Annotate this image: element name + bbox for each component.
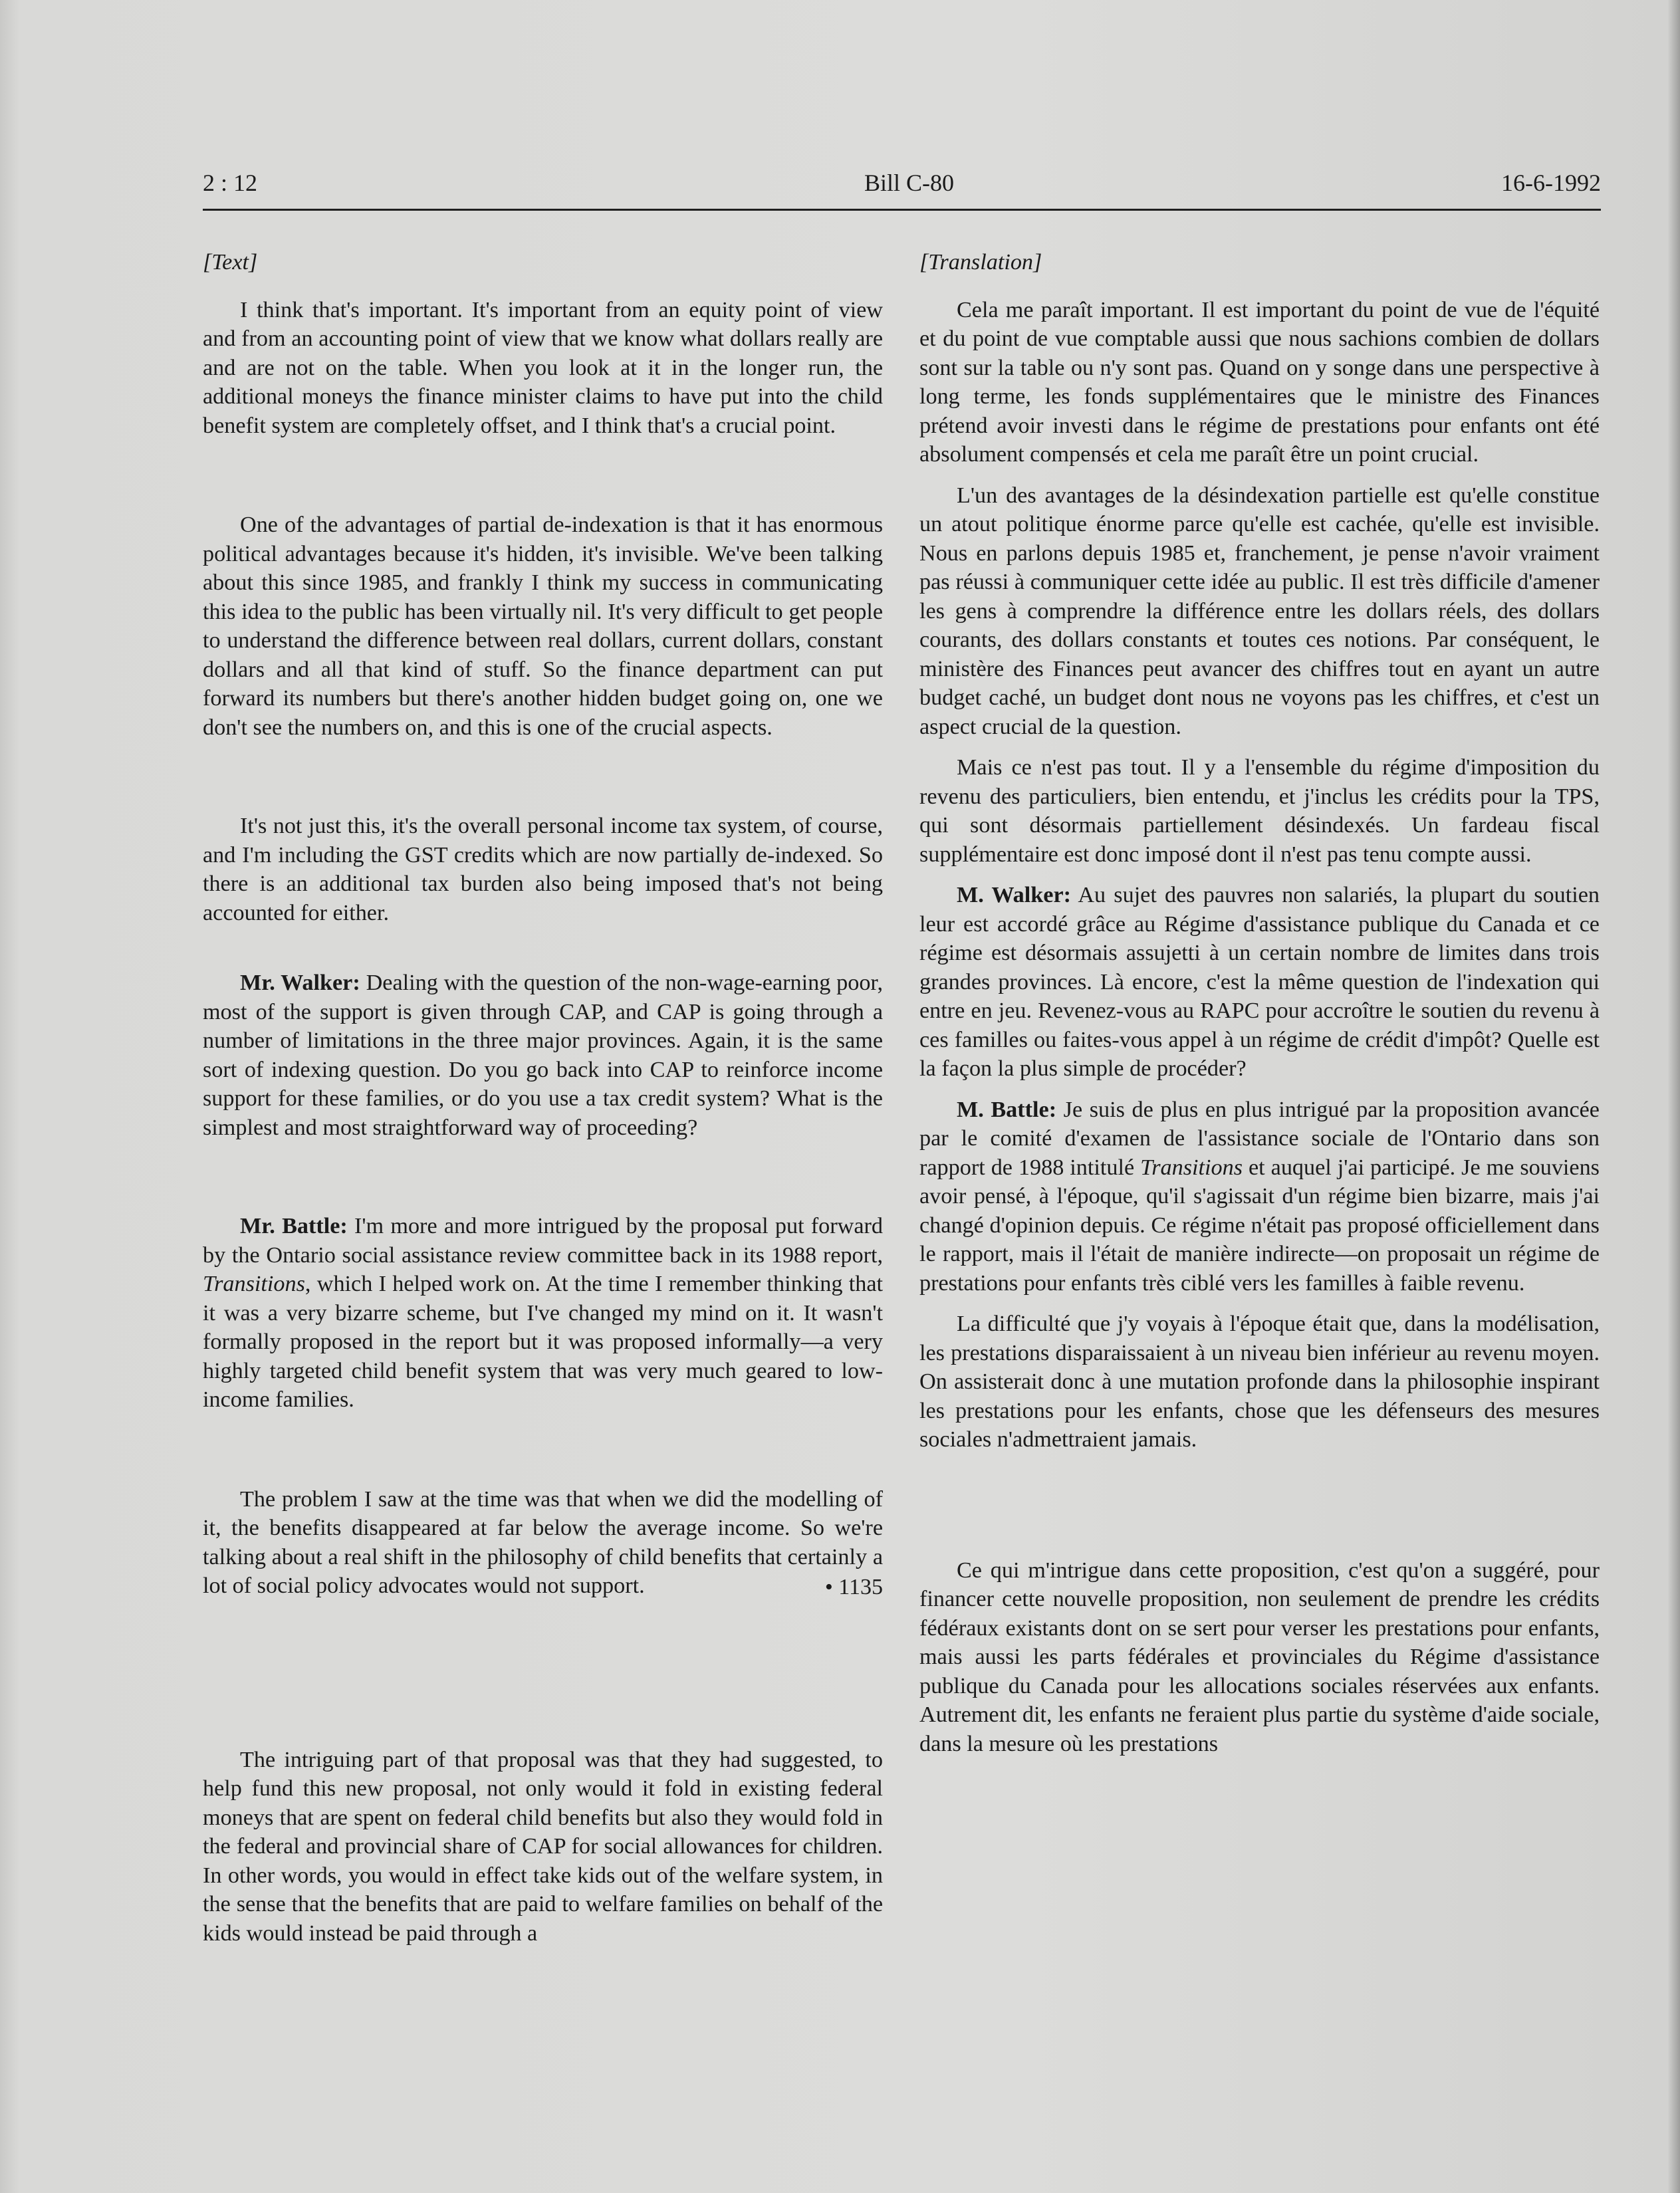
fr-paragraph-3: Mais ce n'est pas tout. Il y a l'ensemble du régime d'imposition du revenu des particuliers, bien entendu, et j'inclus les crédits pour la TPS, qui sont désormais partiellement désindexés. Un fardeau fiscal supplémentaire est donc imposé dont il n'est pas tenu compte aussi.: [919, 755, 1600, 867]
fr-paragraph-6: La difficulté que j'y voyais à l'époque était que, dans la modélisation, les prestations disparaissaient à un niveau bien inférieur au revenu moyen. On assisterait donc à une mutation profonde dans la philosophie inspirant les prestations pour les enfants, chose que les défenseurs des mesures sociales n'admettraient jamais.: [919, 1312, 1600, 1452]
page-binding-edge: [1668, 0, 1680, 2193]
fr-paragraph-1: Cela me paraît important. Il est important du point de vue de l'équité et du point de vue comptable aussi que nous sachions combien de dollars sont sur la table ou n'y sont pas. Quand on y songe dans une perspective à long terme, les fonds supplémentaires que le ministre des Finances prétend avoir investi dans le régime de prestations pour enfants ont été absolument compensés et cela me paraît être un point crucial.: [919, 297, 1600, 467]
french-column: [919, 248, 1600, 1758]
text-label: [Text]: [203, 250, 258, 275]
time-marker: • 1135: [824, 1575, 883, 1599]
speaker-name: M. Walker:: [957, 883, 1072, 907]
running-header: [203, 168, 1601, 211]
fr-paragraph-7: Ce qui m'intrigue dans cette proposition, c'est qu'on a suggéré, pour financer cette nouvelle proposition, non seulement de prendre les crédits fédéraux existants dont on se sert pour verser les prestations pour enfants, mais aussi les parts fédérales et provinciales du Régime d'assistance publique du Canada pour les allocations sociales réservées aux enfants. Autrement dit, les enfants ne feraient plus partie du système d'aide sociale, dans la mesure où les prestations: [919, 1558, 1600, 1756]
page-reference: 2 : 12: [203, 170, 258, 196]
en-paragraph-battle: Mr. Battle: I'm more and more intrigued by the proposal put forward by the Ontario social assistance review committee back in its 1988 report, Transitions, which I helped work on. At the time I remember thinking that it was a very bizarre scheme, but I've changed my mind on it. It wasn't formally proposed in the report but it was proposed informally—a very highly targeted child benefit system that was very much geared to low-income families.: [203, 1214, 883, 1412]
english-column: [203, 248, 883, 1948]
en-paragraph-walker: Mr. Walker: Dealing with the question of the non-wage-earning poor, most of the support is given through CAP, and CAP is going through a number of limitations in the three major provinces. Again, it is the same sort of indexing question. Do you go back into CAP to reinforce income support for these families, or do you use a tax credit system? What is the simplest and most straightforward way of proceeding?: [203, 971, 883, 1140]
en-paragraph-7: The intriguing part of that proposal was that they had suggested, to help fund this new proposal, not only would it fold in existing federal moneys that are spent on federal child benefits but also they would fold in the federal and provincial share of CAP for social allowances for children. In other words, you would in effect take kids out of the welfare system, in the sense that the benefits that are paid to welfare families on behalf of the kids would instead be paid through a: [203, 1747, 883, 1946]
en-paragraph-3: It's not just this, it's the overall personal income tax system, of course, and I'm including the GST credits which are now partially de-indexed. So there is an additional tax burden also being imposed that's not being accounted for either.: [203, 814, 883, 925]
fr-paragraph-walker: M. Walker: Au sujet des pauvres non salariés, la plupart du soutien leur est accordé grâce au Régime d'assistance publique du Canada et ce régime est désormais assujetti à un certain nombre de limites dans trois grandes provinces. Là encore, c'est la même question de l'indexation qui entre en jeu. Revenez-vous au RAPC pour accroître le soutien du revenu à ces familles ou faites-vous appel à un régime de crédit d'impôt? Quelle est la façon la plus simple de procéder?: [919, 883, 1600, 1081]
bill-title: Bill C-80: [864, 170, 955, 196]
en-paragraph-6: The problem I saw at the time was that when we did the modelling of it, the benefits disappeared at far below the average income. So we're talking about a real shift in the philosophy of child benefits that certainly a lot of social policy advocates would not support.: [203, 1486, 883, 1598]
fr-paragraph-battle: M. Battle: Je suis de plus en plus intrigué par la proposition avancée par le comité d'examen de l'assistance sociale de l'Ontario dans son rapport de 1988 intitulé Transitions et auquel j'ai participé. Je me souviens avoir pensé, à l'époque, qu'il s'agissait d'un régime bien bizarre, mais j'ai changé d'opinion depuis. Ce régime n'était pas proposé officiellement dans le rapport, mais il l'était de manière indirecte—on proposait un régime de prestations pour enfants très ciblé vers les familles à faible revenu.: [919, 1097, 1600, 1296]
speaker-name: M. Battle:: [957, 1097, 1057, 1122]
en-paragraph-1: I think that's important. It's important from an equity point of view and from an accounting point of view that we know what dollars really are and are not on the table. When you look at it in the longer run, the additional moneys the finance minister claims to have put into the child benefit system are completely offset, and I think that's a crucial point.: [203, 297, 883, 438]
en-paragraph-2: One of the advantages of partial de-indexation is that it has enormous political advantages because it's hidden, it's invisible. We've been talking about this since 1985, and frankly I think my success in communicating this idea to the public has been virtually nil. It's very difficult to get people to understand the difference between real dollars, current dollars, constant dollars and all that kind of stuff. So the finance department can put forward its numbers but there's another hidden budget going on, one we don't see the numbers on, and this is one of the crucial aspects.: [203, 513, 883, 740]
speaker-name: Mr. Walker:: [240, 971, 360, 995]
report-title: Transitions: [203, 1272, 305, 1296]
translation-label: [Translation]: [919, 250, 1042, 275]
report-title: Transitions: [1140, 1155, 1243, 1180]
header-date: 16-6-1992: [1501, 170, 1601, 196]
fr-paragraph-2: L'un des avantages de la désindexation partielle est qu'elle constitue un atout politique énorme parce qu'elle est cachée, qu'elle est invisible. Nous en parlons depuis 1985 et, franchement, je pense n'avoir vraiment pas réussi à communiquer cette idée au public. Il est très difficile d'amener les gens à comprendre la différence entre les dollars réels, des dollars courants, des dollars constants et toutes ces notions. Par conséquent, le ministère des Finances peut avancer des chiffres tout en ayant un autre budget caché, un budget dont nous ne voyons pas les chiffres, et c'est un aspect crucial de la question.: [919, 483, 1600, 739]
speaker-name: Mr. Battle:: [240, 1214, 348, 1238]
